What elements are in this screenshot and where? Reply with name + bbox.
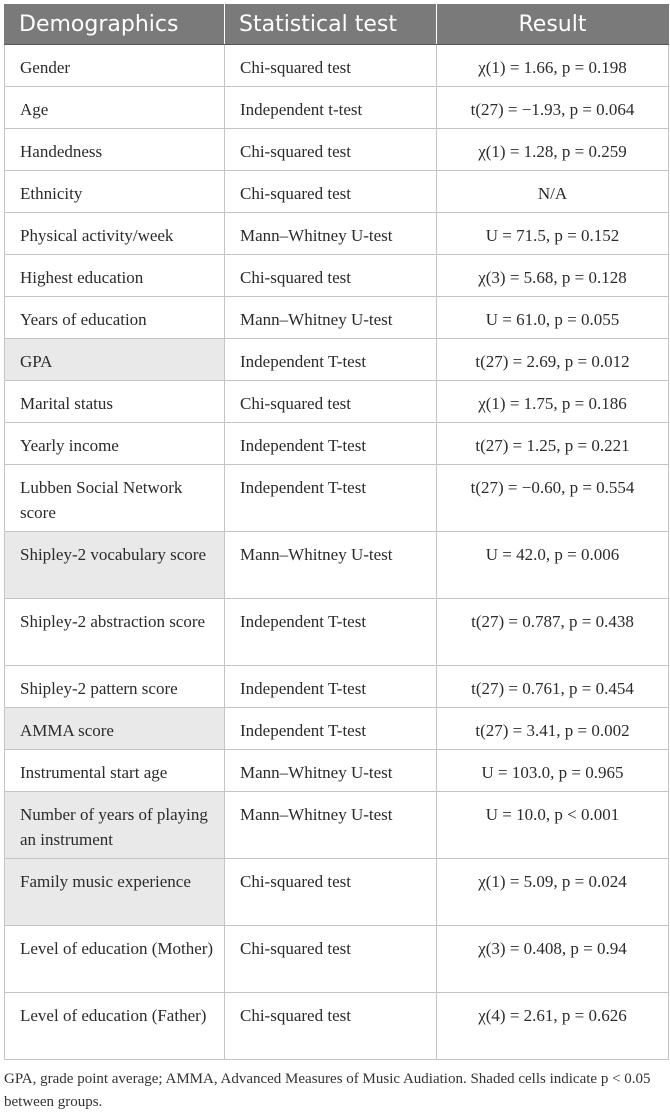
table-row: [5, 339, 669, 381]
statistical-test-cell: Chi-squared test: [225, 45, 437, 87]
statistical-test-cell: Independent T-test: [225, 423, 437, 465]
table-row: [5, 859, 669, 926]
demographic-cell: Handedness: [5, 129, 225, 171]
statistical-test-cell: Independent T-test: [225, 666, 437, 708]
demographic-cell: Level of education (Mother): [5, 926, 225, 993]
table-row: [5, 993, 669, 1060]
result-cell: χ(1) = 1.66, p = 0.198: [437, 45, 669, 87]
statistical-test-cell: Chi-squared test: [225, 926, 437, 993]
demographic-cell: Gender: [5, 45, 225, 87]
table-row: [5, 666, 669, 708]
statistical-test-cell: Mann–Whitney U-test: [225, 532, 437, 599]
result-cell: U = 10.0, p < 0.001: [437, 792, 669, 859]
table-row: [5, 708, 669, 750]
statistical-test-cell: Mann–Whitney U-test: [225, 750, 437, 792]
table-footnote: GPA, grade point average; AMMA, Advanced Measures of Music Audiation. Shaded cells indicate p < 0.05 between groups.: [4, 1071, 651, 1110]
header-result: Result: [437, 4, 669, 45]
result-cell: U = 103.0, p = 0.965: [437, 750, 669, 792]
demographics-table: [4, 4, 669, 1060]
result-cell: U = 61.0, p = 0.055: [437, 297, 669, 339]
result-cell: t(27) = 1.25, p = 0.221: [437, 423, 669, 465]
result-cell: χ(3) = 5.68, p = 0.128: [437, 255, 669, 297]
table-row: [5, 532, 669, 599]
statistical-test-cell: Chi-squared test: [225, 381, 437, 423]
result-cell: t(27) = 2.69, p = 0.012: [437, 339, 669, 381]
result-cell: U = 71.5, p = 0.152: [437, 213, 669, 255]
statistical-test-cell: Chi-squared test: [225, 255, 437, 297]
table-row: [5, 129, 669, 171]
result-cell: χ(1) = 1.75, p = 0.186: [437, 381, 669, 423]
statistical-test-cell: Chi-squared test: [225, 859, 437, 926]
table-row: [5, 599, 669, 666]
table-row: [5, 926, 669, 993]
demographic-cell: Ethnicity: [5, 171, 225, 213]
demographic-cell: Level of education (Father): [5, 993, 225, 1060]
statistical-test-cell: Mann–Whitney U-test: [225, 297, 437, 339]
demographic-cell: Yearly income: [5, 423, 225, 465]
table-row: [5, 423, 669, 465]
result-cell: χ(1) = 5.09, p = 0.024: [437, 859, 669, 926]
table-row: [5, 792, 669, 859]
result-cell: t(27) = −1.93, p = 0.064: [437, 87, 669, 129]
statistical-test-cell: Chi-squared test: [225, 129, 437, 171]
demographic-cell: Highest education: [5, 255, 225, 297]
table-header-row: [5, 4, 669, 45]
result-cell: t(27) = 0.761, p = 0.454: [437, 666, 669, 708]
result-cell: N/A: [437, 171, 669, 213]
result-cell: t(27) = 3.41, p = 0.002: [437, 708, 669, 750]
table-row: [5, 171, 669, 213]
table-row: [5, 465, 669, 532]
statistical-test-cell: Mann–Whitney U-test: [225, 213, 437, 255]
table-row: [5, 45, 669, 87]
header-statistical-test: Statistical test: [225, 4, 437, 45]
demographic-cell: GPA: [5, 339, 225, 381]
statistical-test-cell: Independent T-test: [225, 708, 437, 750]
statistical-test-cell: Chi-squared test: [225, 171, 437, 213]
result-cell: χ(4) = 2.61, p = 0.626: [437, 993, 669, 1060]
statistical-test-cell: Chi-squared test: [225, 993, 437, 1060]
demographic-cell: Shipley-2 abstraction score: [5, 599, 225, 666]
result-cell: t(27) = 0.787, p = 0.438: [437, 599, 669, 666]
table-row: [5, 381, 669, 423]
table-row: [5, 87, 669, 129]
table-row: [5, 255, 669, 297]
demographic-cell: Physical activity/week: [5, 213, 225, 255]
table-row: [5, 297, 669, 339]
demographic-cell: Age: [5, 87, 225, 129]
result-cell: χ(1) = 1.28, p = 0.259: [437, 129, 669, 171]
statistical-test-cell: Independent t-test: [225, 87, 437, 129]
demographic-cell: Shipley-2 vocabulary score: [5, 532, 225, 599]
result-cell: χ(3) = 0.408, p = 0.94: [437, 926, 669, 993]
statistical-test-cell: Independent T-test: [225, 465, 437, 532]
demographic-cell: Marital status: [5, 381, 225, 423]
statistical-test-cell: Independent T-test: [225, 339, 437, 381]
table-row: [5, 750, 669, 792]
demographic-cell: Lubben Social Network score: [5, 465, 225, 532]
demographic-cell: Instrumental start age: [5, 750, 225, 792]
statistical-test-cell: Mann–Whitney U-test: [225, 792, 437, 859]
header-demographics: Demographics: [5, 4, 225, 45]
demographic-cell: Family music experience: [5, 859, 225, 926]
result-cell: t(27) = −0.60, p = 0.554: [437, 465, 669, 532]
demographic-cell: Shipley-2 pattern score: [5, 666, 225, 708]
demographic-cell: Number of years of playing an instrument: [5, 792, 225, 859]
table-row: [5, 213, 669, 255]
statistical-test-cell: Independent T-test: [225, 599, 437, 666]
result-cell: U = 42.0, p = 0.006: [437, 532, 669, 599]
demographic-cell: AMMA score: [5, 708, 225, 750]
demographic-cell: Years of education: [5, 297, 225, 339]
